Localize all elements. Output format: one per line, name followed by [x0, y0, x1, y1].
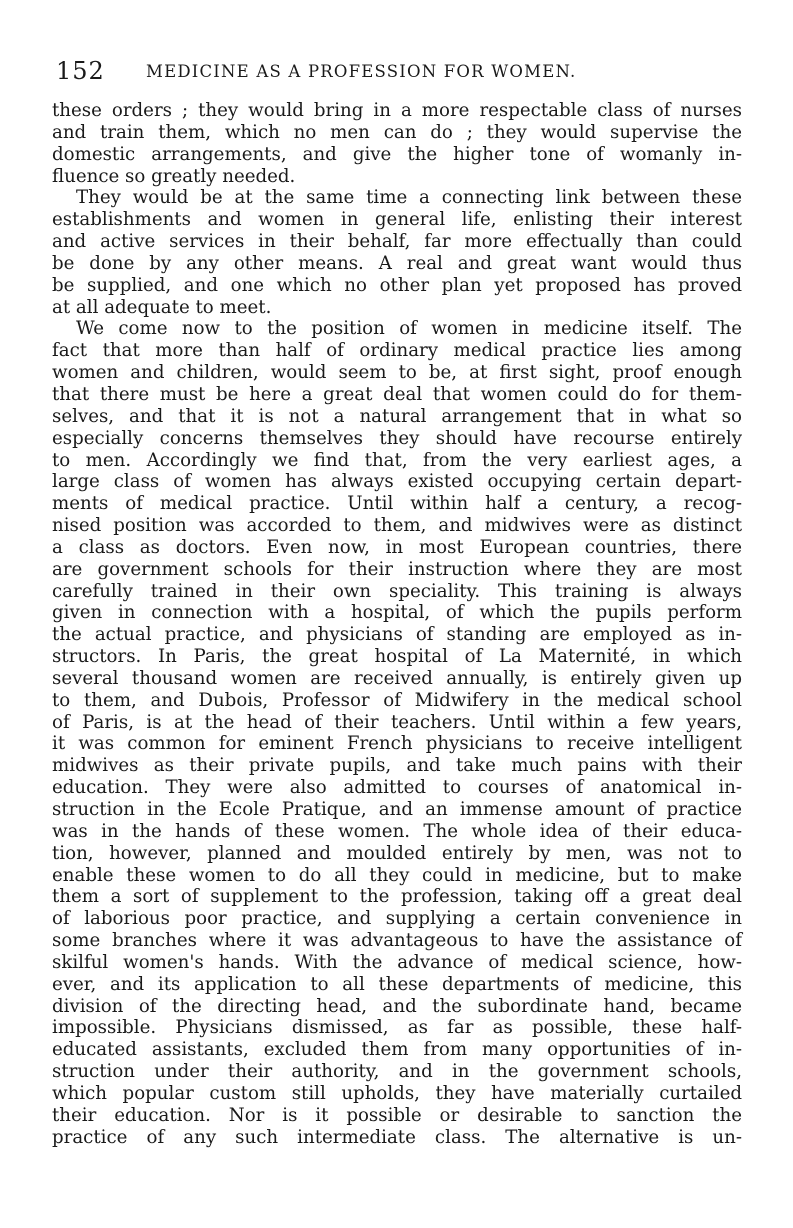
text-line: ments of medical practice. Until within half a century, a recog-: [52, 493, 742, 515]
text-line: which popular custom still upholds, they have materially curtailed: [52, 1082, 742, 1104]
running-title: MEDICINE AS A PROFESSION FOR WOMEN.: [146, 62, 577, 81]
text-line: and active services in their behalf, far more effectually than could: [52, 231, 742, 253]
text-line: enable these women to do all they could in medicine, but to make: [52, 864, 742, 886]
text-line: fact that more than half of ordinary medical practice lies among: [52, 340, 742, 362]
text-line: large class of women has always existed occupying certain depart-: [52, 471, 742, 493]
text-line: some branches where it was advantageous to have the assistance of: [52, 930, 742, 952]
text-line: struction under their authority, and in the government schools,: [52, 1061, 742, 1083]
text-line: a class as doctors. Even now, in most European countries, there: [52, 536, 742, 558]
text-line: especially concerns themselves they should have recourse entirely: [52, 427, 742, 449]
text-line: to them, and Dubois, Professor of Midwifery in the medical school: [52, 689, 742, 711]
text-line: these orders ; they would bring in a more respectable class of nurses: [52, 100, 742, 121]
text-line: impossible. Physicians dismissed, as far as possible, these half-: [52, 1017, 742, 1039]
text-line: be done by any other means. A real and great want would thus: [52, 252, 742, 274]
text-line: them a sort of supplement to the profession, taking off a great deal: [52, 886, 742, 908]
page-number: 152: [56, 57, 105, 85]
text-line: structors. In Paris, the great hospital of La Maternité, in which: [52, 646, 742, 668]
text-line: be supplied, and one which no other plan yet proposed has proved: [52, 274, 742, 296]
text-line: struction in the Ecole Pratique, and an immense amount of practice: [52, 799, 742, 820]
text-line: They would be at the same time a connecting link between these: [76, 187, 742, 209]
text-line: establishments and women in general life, enlisting their interest: [52, 209, 742, 231]
text-line: division of the directing head, and the subordinate hand, became: [52, 995, 742, 1017]
text-line: fluence so greatly needed.: [52, 165, 296, 187]
text-line: was in the hands of these women. The whole idea of their educa-: [52, 820, 742, 842]
text-line: selves, and that it is not a natural arrangement that in what so: [52, 405, 742, 427]
text-line: domestic arrangements, and give the higher tone of womanly in-: [52, 143, 742, 165]
text-line: it was common for eminent French physicians to receive intelligent: [52, 733, 742, 755]
running-head: [56, 56, 746, 86]
text-line: carefully trained in their own speciality. This training is always: [52, 580, 742, 602]
text-line: of Paris, is at the head of their teachers. Until within a few years,: [52, 711, 742, 733]
text-line: given in connection with a hospital, of which the pupils perform: [52, 602, 742, 624]
text-line: nised position was accorded to them, and midwives were as distinct: [52, 515, 742, 537]
text-line: education. They were also admitted to courses of anatomical in-: [52, 777, 742, 799]
text-line: ever, and its application to all these departments of medicine, this: [52, 973, 742, 995]
body-text: [52, 100, 742, 1149]
text-line: women and children, would seem to be, at first sight, proof enough: [52, 362, 742, 384]
text-line: We come now to the position of women in medicine itself. The: [76, 318, 742, 340]
text-line: at all adequate to meet.: [52, 296, 272, 318]
text-line: the actual practice, and physicians of standing are employed as in-: [52, 624, 742, 646]
text-line: to men. Accordingly we find that, from the very earliest ages, a: [52, 449, 742, 471]
text-line: practice of any such intermediate class. The alternative is un-: [52, 1126, 742, 1148]
text-line: and train them, which no men can do ; they would supervise the: [52, 121, 742, 143]
text-line: skilful women's hands. With the advance of medical science, how-: [52, 951, 742, 973]
text-line: their education. Nor is it possible or desirable to sanction the: [52, 1104, 742, 1126]
text-line: several thousand women are received annually, is entirely given up: [52, 667, 742, 689]
text-line: tion, however, planned and moulded entirely by men, was not to: [52, 842, 742, 864]
text-line: midwives as their private pupils, and take much pains with their: [52, 755, 742, 777]
text-line: educated assistants, excluded them from many opportunities of in-: [52, 1039, 742, 1061]
text-line: of laborious poor practice, and supplying a certain convenience in: [52, 908, 742, 930]
text-line: are government schools for their instruction where they are most: [52, 558, 742, 580]
text-line: that there must be here a great deal that women could do for them-: [52, 383, 742, 405]
